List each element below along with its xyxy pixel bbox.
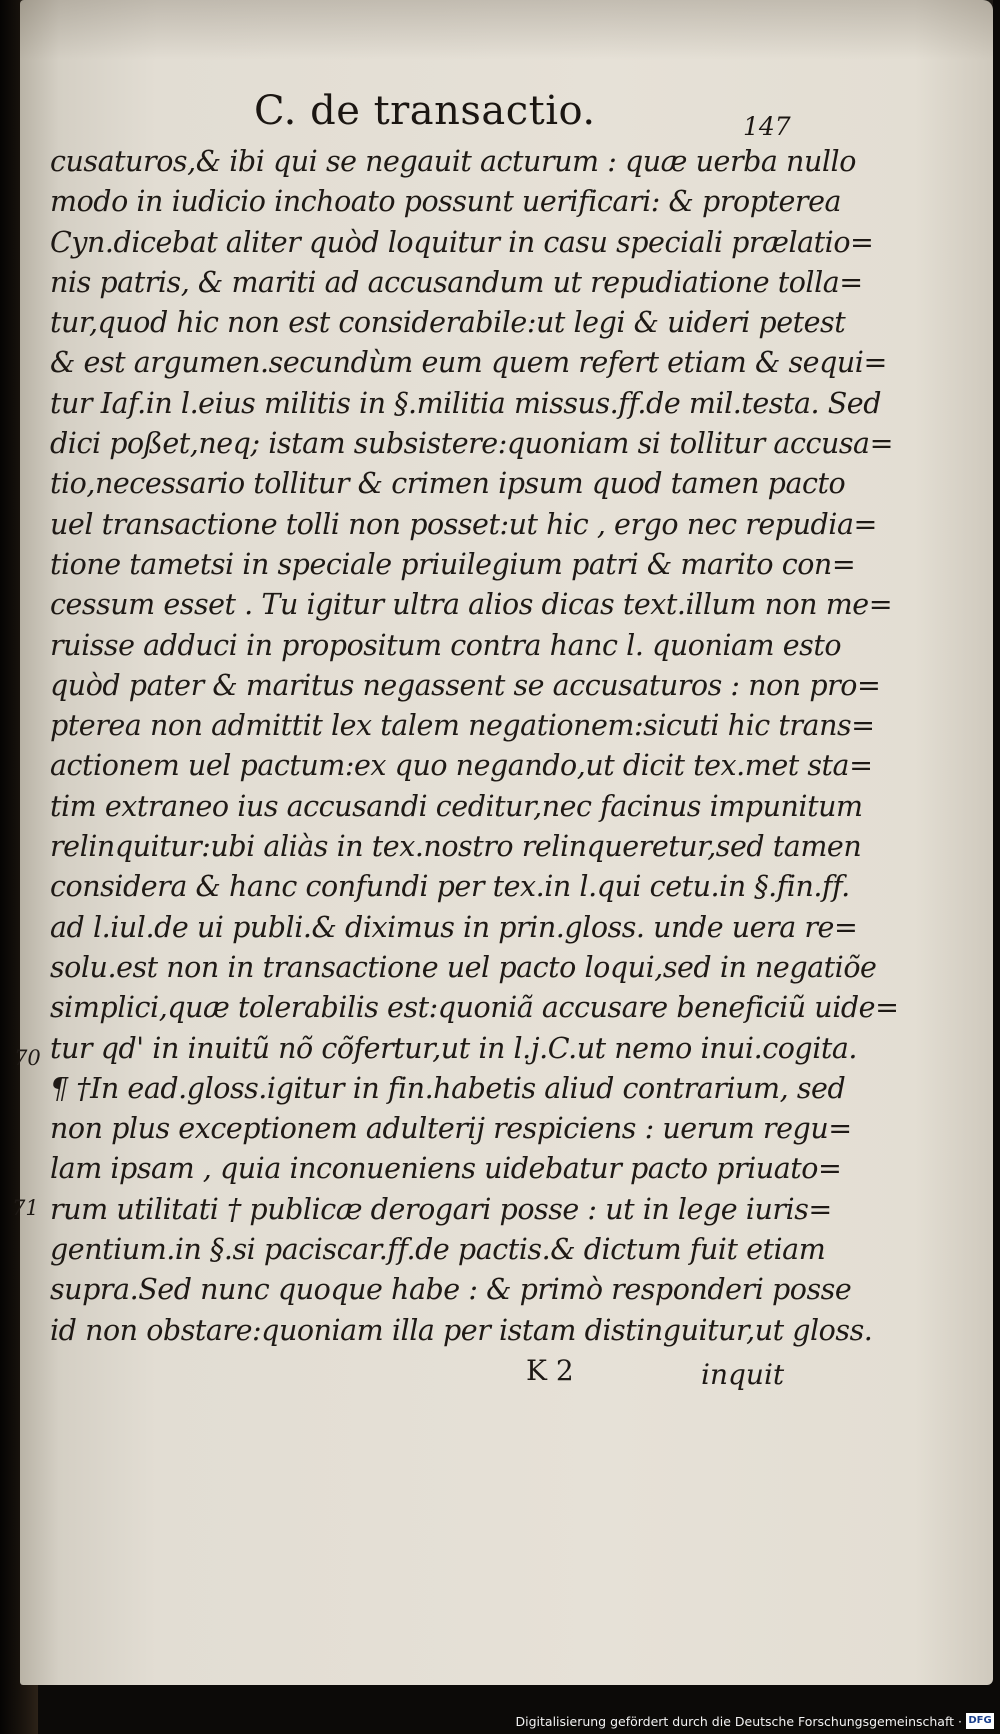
running-title: C. de transactio. <box>254 88 596 134</box>
text-line: nis patris, & mariti ad accusandum ut repudiatione tolla= <box>50 265 863 299</box>
text-line: Cyn.dicebat aliter quòd loquitur in casu speciali prælatio= <box>50 225 874 259</box>
text-line: lam ipsam , quia inconueniens uidebatur pacto priuato= <box>50 1152 842 1186</box>
text-line: modo in iudicio inchoato possunt uerificari: & propterea <box>50 185 842 219</box>
folio-number: 147 <box>743 112 791 141</box>
text-line: tione tametsi in speciale priuilegium patri & marito con= <box>50 547 856 581</box>
text-line: gentium.in §.si paciscar.ff.de pactis.& dictum fuit etiam <box>50 1233 826 1267</box>
margin-number: 70 <box>14 1046 41 1070</box>
text-line: relinquitur:ubi aliàs in tex.nostro relinqueretur,sed tamen <box>50 830 862 864</box>
catchword: inquit <box>701 1358 785 1391</box>
text-line: tur Iaf.in l.eius militis in §.militia missus.ff.de mil.testa. Sed <box>50 386 882 420</box>
dfg-logo: DFG <box>966 1713 994 1729</box>
running-head <box>0 88 1000 141</box>
text-line: tim extraneo ius accusandi ceditur,nec facinus impunitum <box>50 789 863 823</box>
text-line: ruisse adduci in propositum contra hanc l. quoniam esto <box>50 628 842 662</box>
text-line: tur qd' in inuitũ nõ cõfertur,ut in l.j.C.ut nemo inui.cogita. <box>50 1031 858 1065</box>
text-line: cusaturos,& ibi qui se negauit acturum : quæ uerba nullo <box>50 145 856 178</box>
page-footer <box>0 1354 1000 1398</box>
text-line: pterea non admittit lex talem negationem:sicuti hic trans= <box>50 709 875 743</box>
text-line: rum utilitati † publicæ derogari posse : ut in lege iuris= <box>50 1192 832 1226</box>
text-line: & est argumen.secundùm eum quem refert etiam & sequi= <box>50 346 887 380</box>
text-line: ad l.iul.de ui publi.& diximus in prin.gloss. unde uera re= <box>50 910 858 944</box>
text-line: simplici,quæ tolerabilis est:quoniã accusare beneficiũ uide= <box>50 991 899 1025</box>
margin-number: 71 <box>12 1196 39 1220</box>
digitization-bar <box>0 1710 1000 1734</box>
text-line: ¶ †In ead.gloss.igitur in fin.habetis aliud contrarium, sed <box>50 1071 846 1105</box>
page-shadow <box>20 0 993 60</box>
text-line: tur,quod hic non est considerabile:ut legi & uideri petest <box>50 306 846 340</box>
text-line: solu.est non in transactione uel pacto loqui,sed in negatiõe <box>50 950 877 984</box>
signature-mark: K 2 <box>526 1354 574 1387</box>
text-line: considera & hanc confundi per tex.in l.qui cetu.in §.fin.ff. <box>50 870 850 904</box>
text-line: quòd pater & maritus negassent se accusaturos : non pro= <box>50 668 881 702</box>
text-line: supra.Sed nunc quoque habe : & primò responderi posse <box>50 1273 852 1307</box>
text-block <box>50 142 899 1351</box>
text-line: actionem uel pactum:ex quo negando,ut dicit tex.met sta= <box>50 749 873 783</box>
text-line: dici poßet,neq; istam subsistere:quoniam si tollitur accusa= <box>50 427 894 461</box>
text-line: id non obstare:quoniam illa per istam distinguitur,ut gloss. <box>50 1313 873 1347</box>
text-line: non plus exceptionem adulterij respiciens : uerum regu= <box>50 1112 852 1146</box>
text-line: cessum esset . Tu igitur ultra alios dicas text.illum non me= <box>50 588 893 622</box>
text-line: uel transactione tolli non posset:ut hic , ergo nec repudia= <box>50 507 877 541</box>
text-line: tio,necessario tollitur & crimen ipsum quod tamen pacto <box>50 467 846 501</box>
digitization-credit: Digitalisierung gefördert durch die Deutsche Forschungsgemeinschaft · <box>515 1714 962 1729</box>
